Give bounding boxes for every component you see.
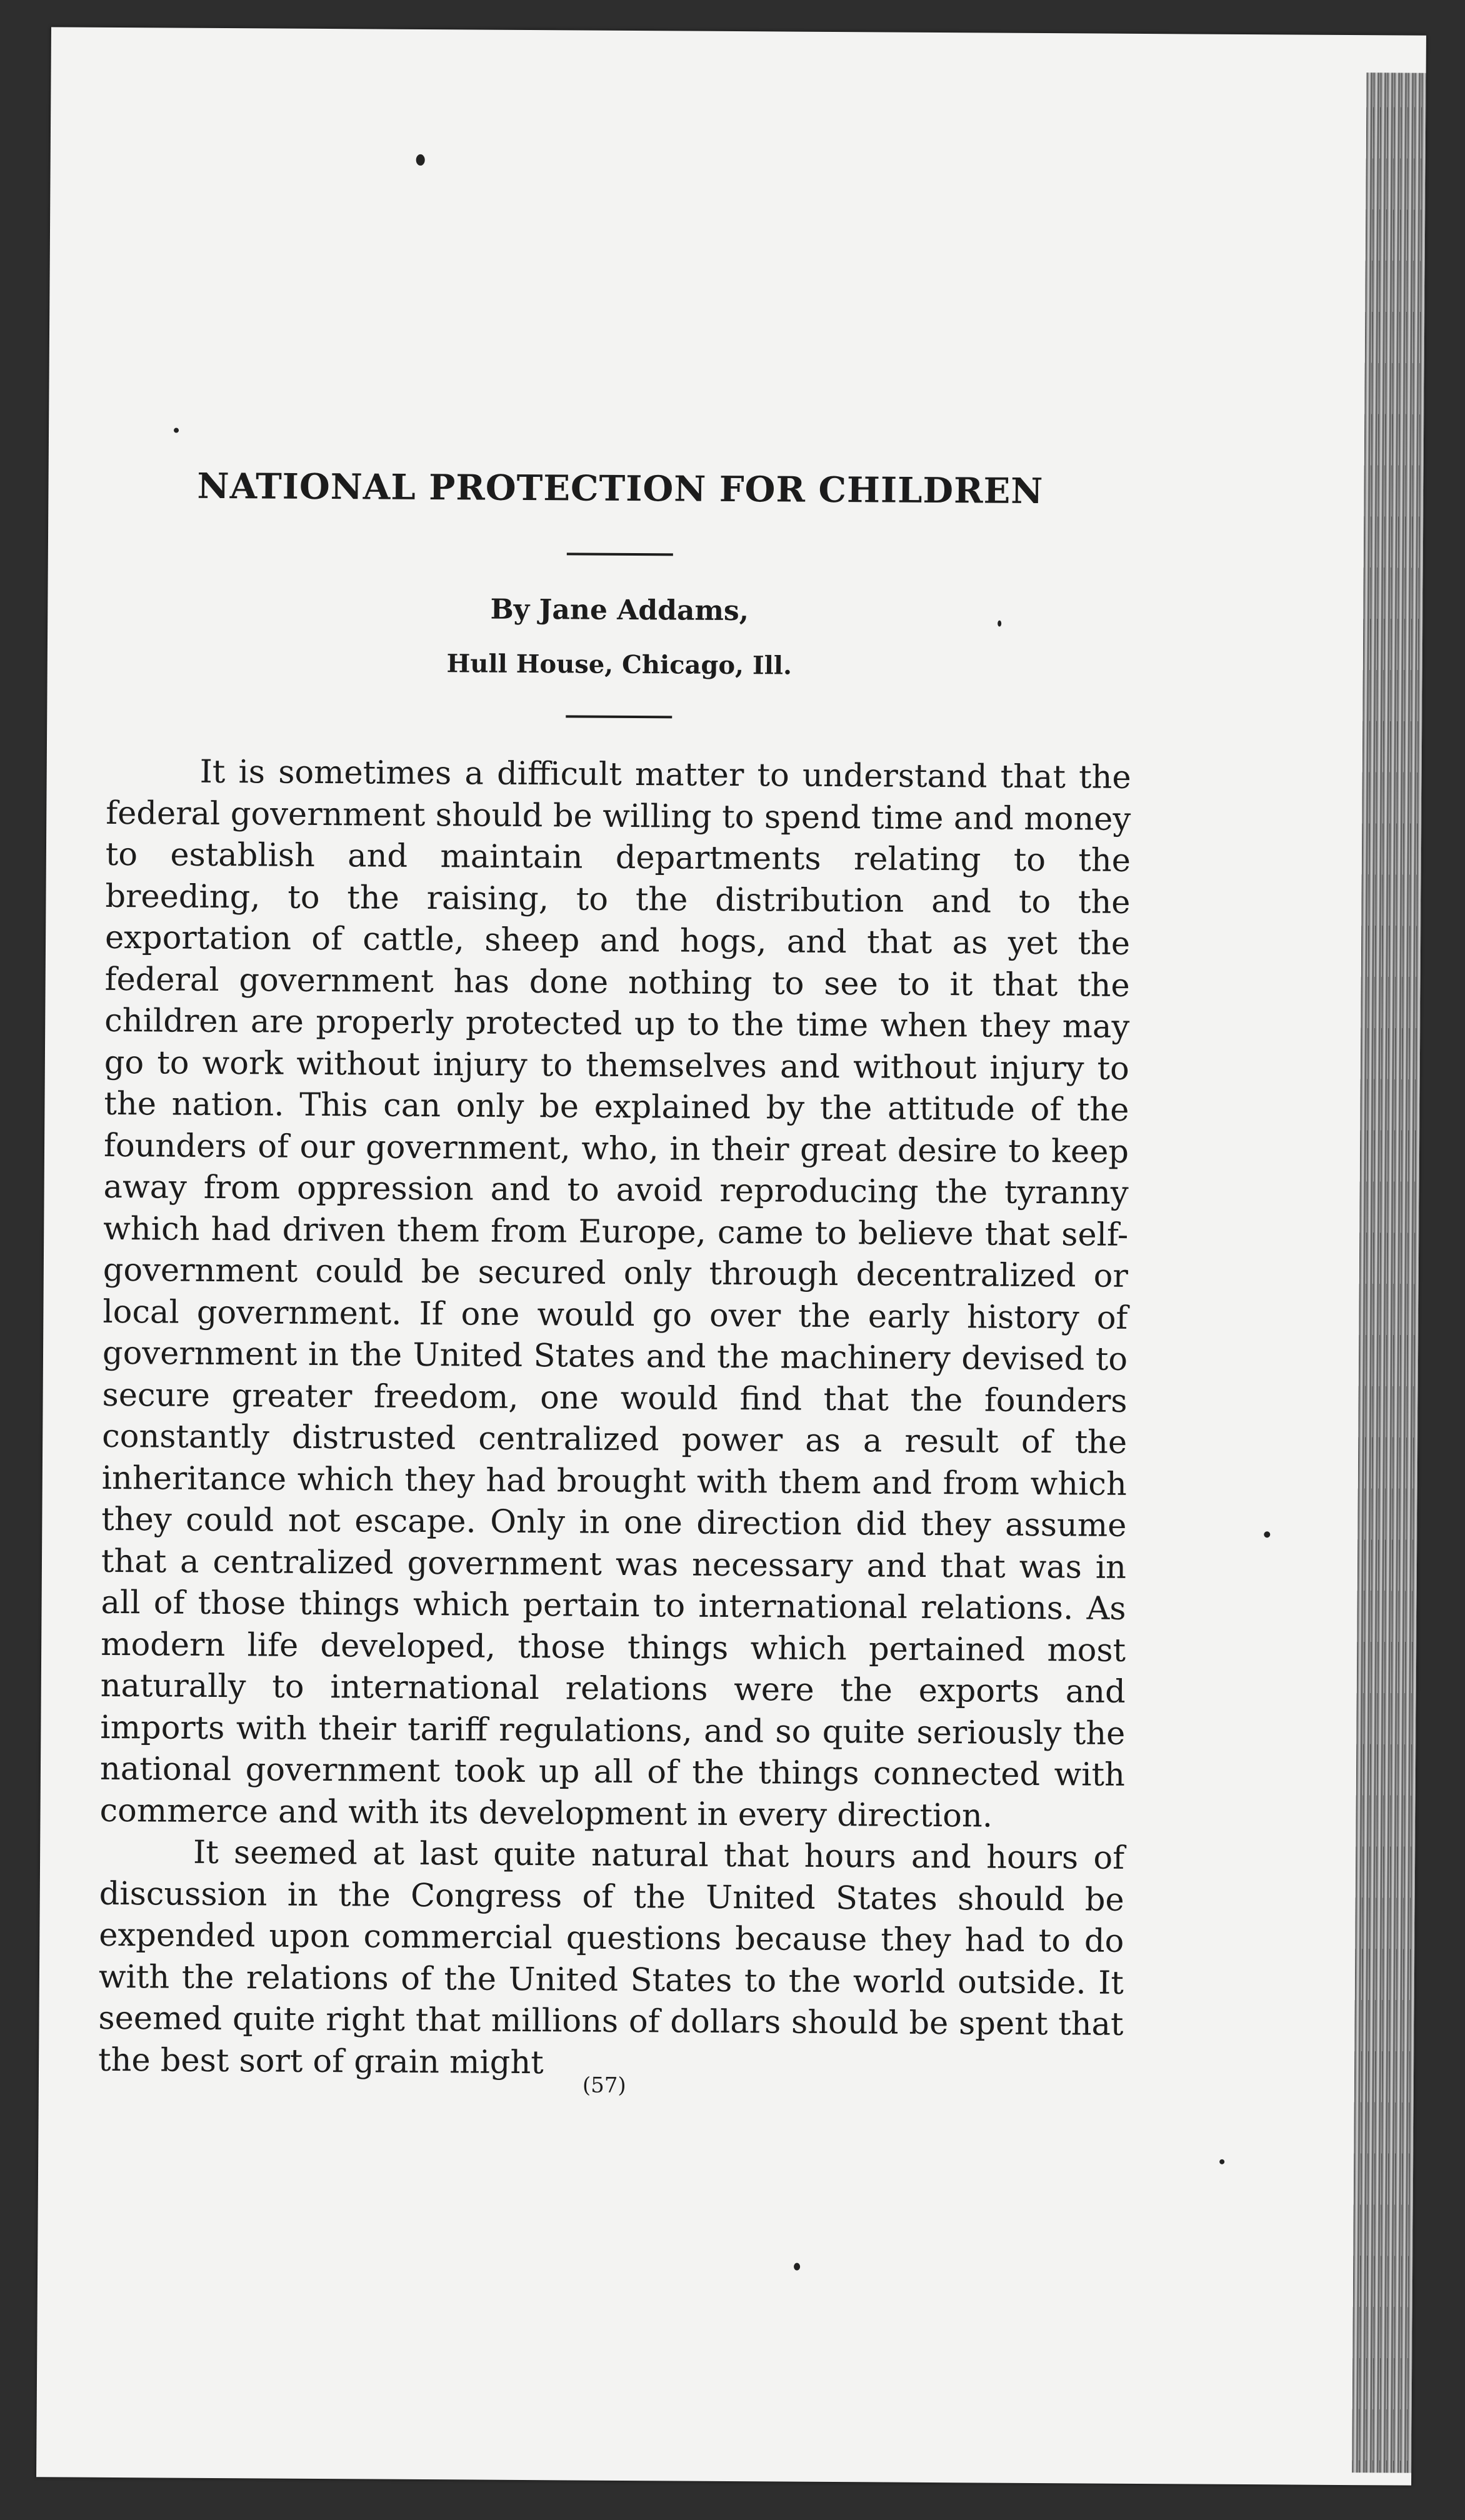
author-byline: By Jane Addams, [490,593,749,628]
paragraph: It is sometimes a difficult matter to understand that the federal government should be willing to spend time and money to establish and maintain departments relating to the breeding, to the raising, to the distribution and to the exportation of cattle, sheep and hogs, and that as yet the federal government has done nothing to see to it that the children are properly protected up to the time when they may go to work without injury to themselves and without injury to the nation. This can only be explained by the attitude of the founders of our government, who, in their great desire to keep away from oppression and to avoid reproducing the tyranny which had driven them from Europe, came to believe that self-government could be secured only through decentralized or local government. If one would go over the early history of government in the United States and the machinery devised to secure greater freedom, one would find that the founders constantly distrusted centralized power as a result of the inheritance which they had brought with them and from which they could not escape. Only in one direction did they assume that a centralized government was necessary and that was in all of those things which pertain to international relations. As modern life developed, those things which pertained most naturally to international relations were the exports and imports with their tariff regulations, and so quite seriously the national government took up all of the things connected with commerce and with its development in every direction. [99,753,1131,1835]
article [98,465,1133,2088]
scan-speck [1219,2159,1224,2164]
paragraph: It seemed at last quite natural that hours and hours of discussion in the Congress of the United States should be expended upon commercial questions because they had to do with the relations of the United States to the world outside. It seemed quite right that millions of dollars should be spent that the best sort of grain might [98,1834,1125,2081]
scan-speck [416,154,425,166]
article-title: NATIONAL PROTECTION FOR CHILDREN [197,465,1044,512]
book-page [36,27,1426,2485]
title-divider [567,552,673,556]
scan-speck [174,428,179,433]
author-affiliation: Hull House, Chicago, Ill. [446,649,792,681]
scan-speck [1264,1531,1270,1538]
byline-divider [566,715,672,718]
scan-speck [794,2263,800,2271]
page-number: (57) [582,2072,626,2098]
article-body [98,751,1131,2088]
scan-speck [998,621,1001,627]
